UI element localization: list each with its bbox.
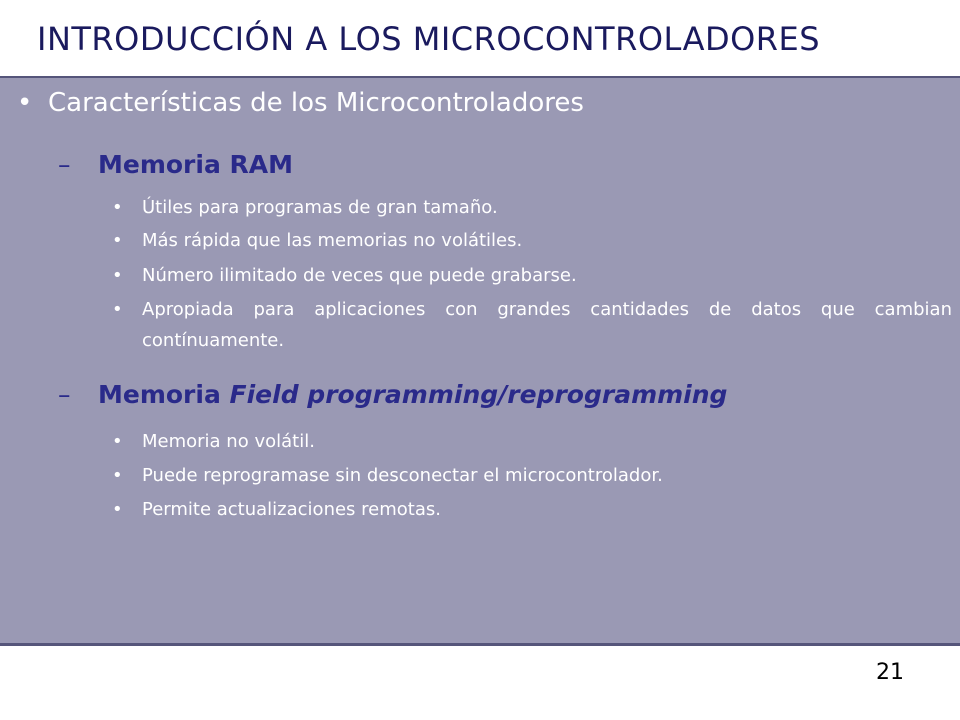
section-title-italic: Field programming/reprogramming: [229, 380, 728, 409]
list-item-text: Memoria no volátil.: [142, 431, 315, 452]
list-item: [112, 294, 952, 356]
section-title-prefix: Memoria: [98, 380, 230, 409]
slide-title: INTRODUCCIÓN A LOS MICROCONTROLADORES: [37, 20, 821, 58]
list-item-text: Puede reprogramase sin desconectar el microcontrolador.: [142, 465, 663, 486]
list-item-text: Más rápida que las memorias no volátiles.: [142, 230, 523, 251]
content-panel: [0, 76, 960, 646]
list-item: [112, 225, 952, 256]
section-title-text: Memoria RAM: [98, 150, 294, 179]
list-item-text: Apropiada para aplicaciones con grandes cantidades de datos que cambian contínuamente.: [142, 299, 952, 351]
bullet-icon: •: [112, 265, 123, 286]
bullet-icon: •: [17, 88, 33, 118]
list-item: [112, 426, 952, 457]
list-item: [112, 260, 952, 291]
bullet-icon: •: [112, 197, 123, 218]
main-bullet: [17, 88, 584, 118]
list-item-text: Número ilimitado de veces que puede grabarse.: [142, 265, 577, 286]
page-number: 21: [876, 660, 904, 685]
bullet-icon: •: [112, 431, 123, 452]
main-heading: Características de los Microcontroladores: [48, 88, 584, 118]
list-item-text: Permite actualizaciones remotas.: [142, 499, 441, 520]
bullet-icon: •: [112, 465, 123, 486]
section-ram-title: [58, 150, 293, 179]
list-item: [112, 494, 952, 525]
dash-icon: –: [58, 150, 71, 179]
bullet-icon: •: [112, 299, 123, 320]
dash-icon: –: [58, 380, 71, 409]
bullet-icon: •: [112, 230, 123, 251]
list-item: [112, 192, 952, 223]
list-item: [112, 460, 952, 491]
list-item-text: Útiles para programas de gran tamaño.: [142, 197, 498, 218]
bullet-icon: •: [112, 499, 123, 520]
section-field-title: [58, 380, 727, 409]
